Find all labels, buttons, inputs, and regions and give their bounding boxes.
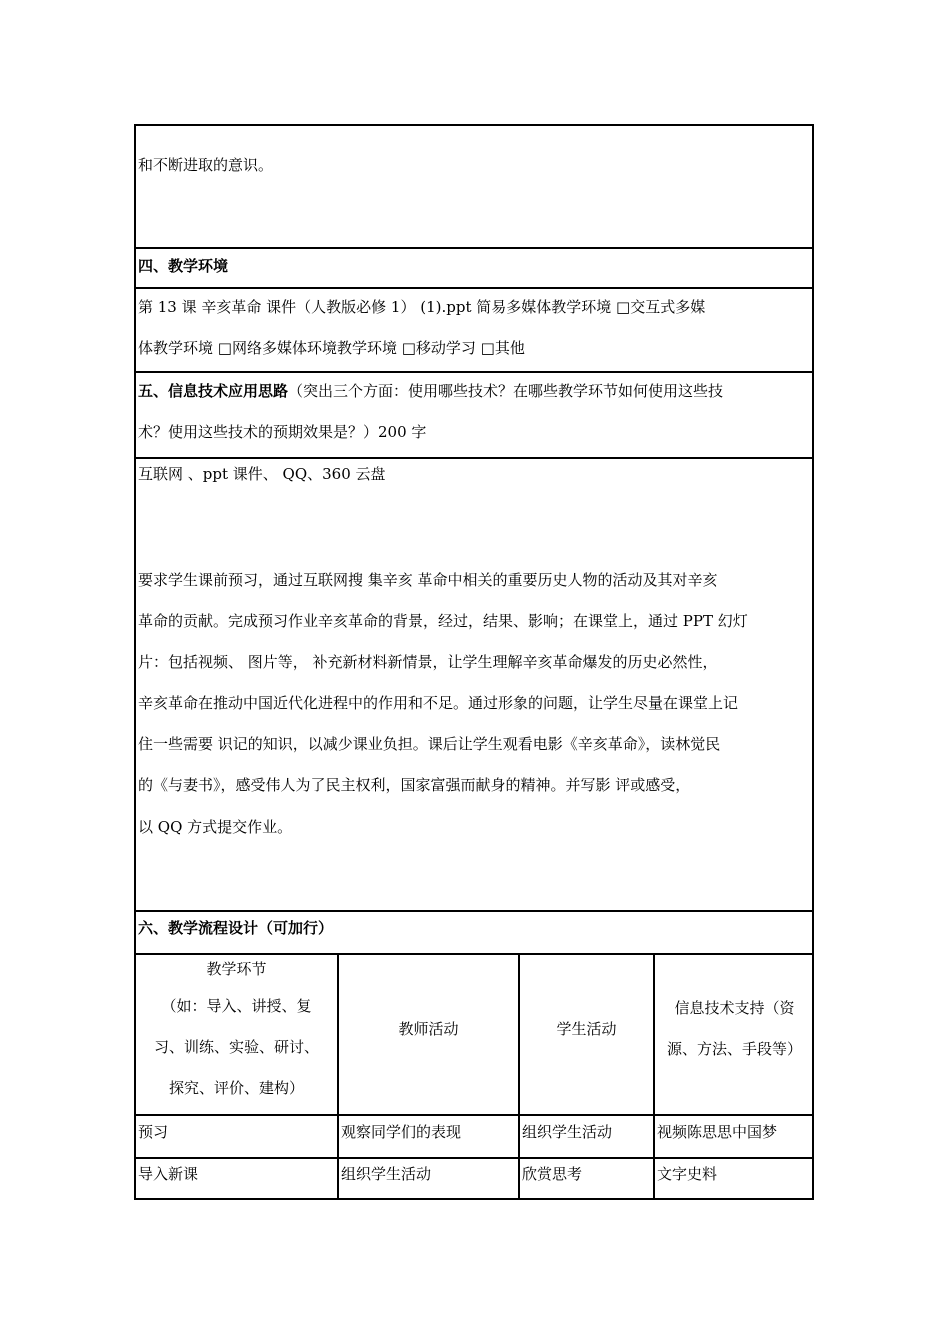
- section5-body-line: 片：包括视频、 图片等， 补充新材料新情景，让学生理解辛亥革命爆发的历史必然性，: [138, 653, 718, 671]
- divider: [136, 287, 812, 289]
- divider: [136, 1157, 812, 1159]
- table-cell-teacher: 组织学生活动: [341, 1165, 432, 1183]
- table-cell-teacher: 观察同学们的表现: [341, 1123, 462, 1141]
- section5-heading-title: 五、信息技术应用思路: [138, 382, 289, 400]
- section5-heading-note: （突出三个方面：使用哪些技术？在哪些教学环节如何使用这些技: [288, 382, 724, 400]
- header-student: 学生活动: [556, 1020, 617, 1038]
- divider: [136, 1114, 812, 1116]
- header-tech-line: 源、方法、手段等）: [666, 1040, 802, 1058]
- section5-heading-line2: 术？使用这些技术的预期效果是？）200 字: [138, 423, 427, 441]
- section5-body-line: 革命的贡献。完成预习作业辛亥革命的背景，经过，结果、影响；在课堂上，通过 PPT 幻灯: [138, 612, 748, 630]
- section4-line2: 体教学环境 □网络多媒体环境教学环境 □移动学习 □其他: [138, 339, 525, 357]
- header-teacher: 教师活动: [398, 1020, 459, 1038]
- table-cell-tech: 文字史料: [657, 1165, 718, 1183]
- section4-heading: 四、教学环境: [138, 257, 229, 275]
- divider: [136, 371, 812, 373]
- section5-body-line: 辛亥革命在推动中国近代化进程中的作用和不足。通过形象的问题，让学生尽量在课堂上记: [138, 694, 739, 712]
- column-divider: [653, 953, 655, 1200]
- lesson-plan-table: [134, 124, 814, 1200]
- divider: [136, 247, 812, 249]
- header-stage-line: 习、训练、实验、研讨、: [153, 1038, 319, 1056]
- section5-body-line: 要求学生课前预习，通过互联网搜 集辛亥 革命中相关的重要历史人物的活动及其对辛亥: [138, 571, 718, 589]
- column-divider: [518, 953, 520, 1200]
- header-stage-line: 教学环节: [206, 960, 267, 978]
- table-cell-stage: 预习: [138, 1123, 169, 1141]
- section3-tail-text: 和不断进取的意识。: [138, 156, 274, 174]
- divider: [136, 910, 812, 912]
- section5-body-line: 住一些需要 识记的知识，以减少课业负担。课后让学生观看电影《辛亥革命》，读林觉民: [138, 735, 721, 753]
- header-tech-line: 信息技术支持（资: [674, 999, 795, 1017]
- section6-heading: 六、教学流程设计（可加行）: [138, 919, 334, 937]
- table-cell-stage: 导入新课: [138, 1165, 199, 1183]
- divider: [136, 457, 812, 459]
- section5-tools: 互联网 、ppt 课件、 QQ、360 云盘: [138, 465, 386, 483]
- section5-body-line: 以 QQ 方式提交作业。: [138, 818, 293, 836]
- section5-body-line: 的《与妻书》，感受伟人为了民主权利，国家富强而献身的精神。并写影 评或感受，: [138, 776, 691, 794]
- divider: [136, 953, 812, 955]
- table-cell-tech: 视频陈思思中国梦: [657, 1123, 778, 1141]
- section4-line1: 第 13 课 辛亥革命 课件（人教版必修 1） (1).ppt 简易多媒体教学环境 □交互式多媒: [138, 298, 706, 316]
- table-cell-student: 欣赏思考: [522, 1165, 583, 1183]
- header-stage-line: （如：导入、讲授、复: [161, 997, 312, 1015]
- column-divider: [337, 953, 339, 1200]
- header-stage-line: 探究、评价、建构）: [168, 1079, 304, 1097]
- table-cell-student: 组织学生活动: [522, 1123, 613, 1141]
- section5-heading: [138, 382, 723, 400]
